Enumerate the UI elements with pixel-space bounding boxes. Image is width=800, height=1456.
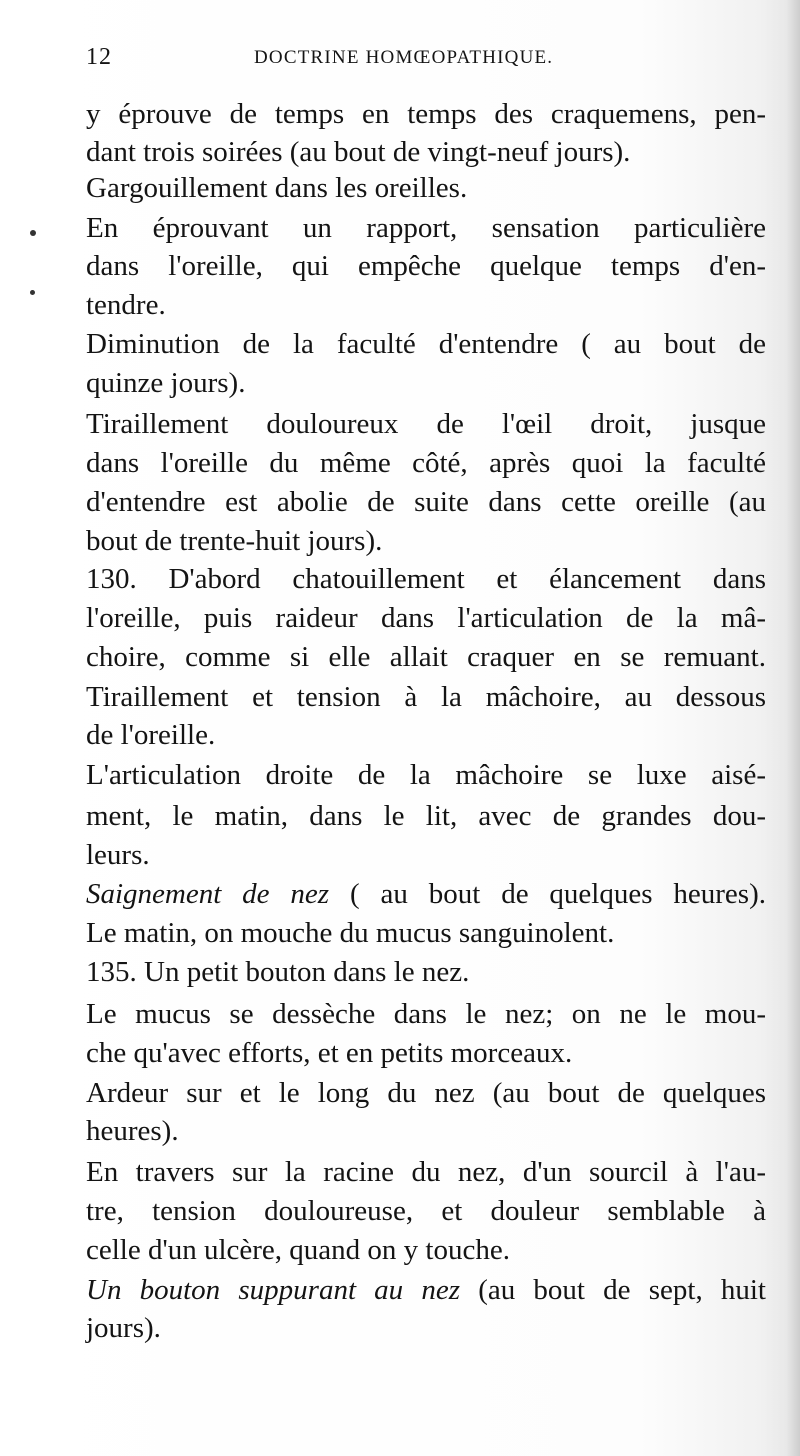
italic-phrase: Saignement de nez — [86, 878, 330, 910]
text-line — [86, 168, 766, 208]
page-edge-shadow — [786, 0, 800, 1456]
line-text: leurs. — [86, 839, 150, 871]
text-line — [86, 285, 766, 325]
text-line — [86, 1230, 766, 1270]
line-text: En éprouvant un rapport, sensation particulière — [86, 212, 766, 244]
text-line — [86, 443, 766, 483]
line-text: dans l'oreille du même côté, après quoi la faculté — [86, 447, 766, 479]
line-text: (au bout de sept, huit — [460, 1274, 766, 1306]
line-text: jours). — [86, 1312, 161, 1344]
line-text: tendre. — [86, 289, 166, 321]
text-line — [86, 132, 766, 172]
text-line — [86, 835, 766, 875]
text-line — [86, 913, 766, 953]
text-line — [86, 1152, 766, 1192]
text-line — [86, 1033, 766, 1073]
line-text: y éprouve de temps en temps des craquemens, pen- — [86, 98, 766, 130]
line-text: de l'oreille. — [86, 719, 216, 751]
text-line — [86, 1270, 766, 1310]
text-line — [86, 521, 766, 561]
line-text: heures). — [86, 1115, 179, 1147]
text-line — [86, 715, 766, 755]
line-text: L'articulation droite de la mâchoire se luxe aisé- — [86, 759, 766, 791]
text-line — [86, 559, 766, 599]
line-text: che qu'avec efforts, et en petits morceaux. — [86, 1037, 573, 1069]
italic-phrase: Un bouton suppurant au nez — [86, 1274, 461, 1306]
text-line — [86, 598, 766, 638]
line-text: 130. D'abord chatouillement et élancement dans — [86, 563, 766, 595]
line-text: dans l'oreille, qui empêche quelque temps d'en- — [86, 250, 766, 282]
text-line — [86, 637, 766, 677]
line-text: Le matin, on mouche du mucus sanguinolent. — [86, 917, 615, 949]
text-line — [86, 363, 766, 403]
ink-speck — [30, 290, 35, 295]
line-text: Ardeur sur et le long du nez (au bout de quelques — [86, 1077, 766, 1109]
line-text: bout de trente-huit jours). — [86, 525, 383, 557]
line-text: d'entendre est abolie de suite dans cette oreille (au — [86, 486, 766, 518]
line-text: quinze jours). — [86, 367, 246, 399]
line-text: Diminution de la faculté d'entendre ( au bout de — [86, 328, 766, 360]
line-text: ment, le matin, dans le lit, avec de grandes dou- — [86, 800, 766, 832]
text-line — [86, 94, 766, 134]
line-text: choire, comme si elle allait craquer en se remuant. — [86, 641, 766, 673]
line-text: En travers sur la racine du nez, d'un sourcil à l'au- — [86, 1156, 766, 1188]
line-text: Tiraillement douloureux de l'œil droit, jusque — [86, 408, 766, 440]
text-line — [86, 1308, 766, 1348]
text-line — [86, 324, 766, 364]
line-text: dant trois soirées (au bout de vingt-neuf jours). — [86, 136, 631, 168]
page-header — [86, 44, 766, 76]
line-text: Le mucus se dessèche dans le nez; on ne le mou- — [86, 998, 766, 1030]
text-line — [86, 404, 766, 444]
text-line — [86, 482, 766, 522]
text-line — [86, 208, 766, 248]
text-line — [86, 246, 766, 286]
running-title: DOCTRINE HOMŒOPATHIQUE. — [254, 47, 554, 68]
text-line — [86, 994, 766, 1034]
text-line — [86, 755, 766, 795]
text-line — [86, 796, 766, 836]
line-text: Tiraillement et tension à la mâchoire, au dessous — [86, 681, 766, 713]
line-text: l'oreille, puis raideur dans l'articulation de la mâ- — [86, 602, 766, 634]
line-text: ( au bout de quelques heures). — [329, 878, 766, 910]
line-text: 135. Un petit bouton dans le nez. — [86, 956, 470, 988]
ink-speck — [30, 230, 36, 236]
line-text: tre, tension douloureuse, et douleur semblable à — [86, 1195, 766, 1227]
text-line — [86, 677, 766, 717]
line-text: celle d'un ulcère, quand on y touche. — [86, 1234, 510, 1266]
text-line — [86, 1073, 766, 1113]
text-line — [86, 1191, 766, 1231]
text-line — [86, 952, 766, 992]
page-number: 12 — [86, 44, 112, 70]
text-line — [86, 1111, 766, 1151]
text-line — [86, 874, 766, 914]
line-text: Gargouillement dans les oreilles. — [86, 172, 468, 204]
